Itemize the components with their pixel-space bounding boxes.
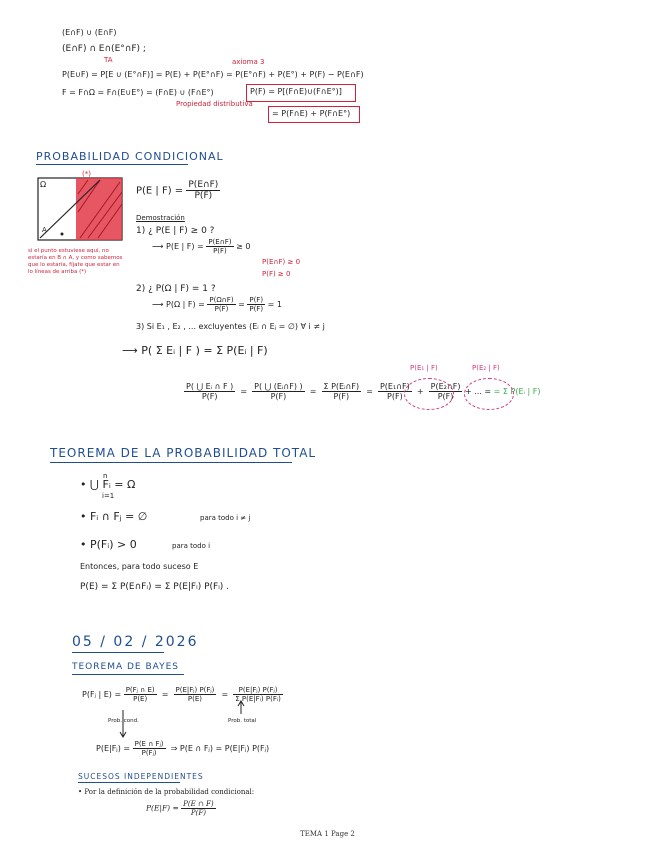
cond-def-num: P(E∩F) [188, 180, 219, 190]
bubble-2-ring [464, 378, 514, 410]
page-footer: TEMA 1 Page 2 [300, 830, 355, 838]
bayes-f1-num: P(Fⱼ ∩ E) [125, 686, 155, 694]
total-bullet-3-note: para todo i [172, 542, 211, 550]
box-pf-result [268, 106, 360, 123]
total-bullet-2-note: para todo i ≠ j [200, 514, 251, 522]
date-underline [72, 652, 164, 653]
indep-formula-den: P(F) [190, 809, 206, 817]
indep-heading-underline [78, 782, 180, 783]
step2b-mid-num: P(F) [249, 296, 264, 304]
step2: 2) ¿ P(Ω | F) = 1 ? [136, 284, 216, 294]
cond-diagram [36, 172, 126, 244]
total-bullet-1-sub: i=1 [102, 492, 115, 500]
step1b-num: P(E∩F) [208, 238, 232, 246]
note-a: P(E∩F) ≥ 0 [262, 258, 301, 266]
a-label: A [42, 226, 47, 234]
step1b-tail: ≥ 0 [236, 242, 251, 251]
step1b-lhs: ⟶ P(E | F) = [152, 242, 204, 251]
big-den-3: P(F) [333, 392, 350, 401]
omega-label: Ω [40, 180, 47, 189]
axiom-note: axioma 3 [232, 58, 265, 66]
top-line-2: P(E∪F) = P[E ∪ (E°∩F)] = P(E) + P(E°∩F) = P(E°∩F) + P(E°) + P(F) − P(E∩F) [62, 70, 364, 79]
total-formula: P(E) = Σ P(E∩Fᵢ) = Σ P(E|Fᵢ) P(Fᵢ) . [80, 582, 230, 592]
indep-formula [146, 800, 216, 817]
total-bullet-3: • P(Fᵢ) > 0 [80, 538, 137, 551]
step2b: ⟶ P(Ω | F) = $\frac{P(\Omega\cap F)}{P(F)}$ = $\frac{P(F)}{P(F)}$ = 1 [152, 296, 282, 313]
total-bullet-2: • Fᵢ ∩ Fⱼ = ∅ [80, 510, 148, 523]
bayes-line2-num: P(E ∩ Fⱼ) [134, 740, 164, 748]
bubble-2-label: P(E₂ | F) [472, 364, 500, 372]
bayes-lhs: P(Fⱼ | E) = [82, 690, 122, 699]
big-num-4: P(E₁∩F) [379, 382, 410, 391]
top-line-3: F = F∩Ω = F∩(E∪E°) = (F∩E) ∪ (F∩E°) [62, 88, 214, 97]
bayes-f3-den: Σ P(E|Fᵢ) P(Fᵢ) [235, 695, 281, 703]
big-num-3: Σ P(Eᵢ∩F) [323, 382, 360, 391]
date-heading: 05 / 02 / 2026 [72, 634, 199, 650]
cond-heading: PROBABILIDAD CONDICIONAL [36, 150, 224, 163]
total-heading-underline [50, 462, 292, 463]
big-den-2: P(F) [270, 392, 287, 401]
indep-formula-num: P(E ∩ F) [183, 800, 214, 808]
bayes-heading-underline [72, 674, 184, 675]
step2b-tail: = 1 [267, 300, 282, 309]
cond-heading-underline [36, 164, 188, 165]
box-pf-result-text: = P(F∩E) + P(F∩E°) [272, 109, 351, 118]
bayes-f1-den: P(E) [133, 695, 148, 703]
step1b [152, 238, 250, 255]
indep-formula-lhs: P(E|F) = [146, 803, 179, 813]
step2b-num: P(Ω∩F) [209, 296, 234, 304]
bayes-f2-num: P(E|Fⱼ) P(Fⱼ) [175, 686, 215, 694]
bayes-line2-den: P(Fⱼ) [141, 749, 157, 757]
star-label: (*) [82, 170, 91, 178]
top-line-1-note: TA [104, 56, 113, 64]
note-b: P(F) ≥ 0 [262, 270, 291, 278]
big-num-5: P(E₂∩F) [430, 382, 461, 391]
top-line-0: (E∩F) ∪ (E∩F) [62, 28, 117, 37]
indep-heading: SUCESOS INDEPENDIENTES [78, 772, 204, 781]
big-frac-chain: $\frac{\text{P( ⋃ Eᵢ ∩ F )}}{P(F)}$ = $\frac{\text{P( ⋃ (Eᵢ∩F) )}}{P(F)}$ = $\frac{\text{Σ P(Eᵢ∩F)}}{P(F)}$ = $\frac{\text{P(E₁∩F)}}{P(F)}$ + $\frac{\text{P(E₂∩F)}}{P(F)}$ + ... = = Σ P(Eᵢ | F) [186, 382, 541, 401]
big-num-2: P( ⋃ (Eᵢ∩F) ) [254, 382, 303, 391]
dots: + ... = [465, 387, 492, 396]
bayes-line-2 [96, 740, 269, 757]
box-pf-text: P(F) = P[(F∩E)∪(F∩E°)] [250, 87, 342, 96]
green-tail: = Σ P(Eᵢ | F) [493, 387, 541, 396]
bayes-f2-den: P(E) [187, 695, 202, 703]
step2b-mid-den: P(F) [249, 305, 264, 313]
note-prob-total: Prob. total [228, 718, 257, 724]
big-num-1: P( ⋃ Eᵢ ∩ F ) [186, 382, 234, 391]
prop-note: Propiedad distributiva [176, 100, 253, 108]
box-pf [246, 84, 356, 102]
cond-def [136, 180, 220, 201]
demo-label: Demostración [136, 214, 185, 222]
bubble-1-label: P(E₁ | F) [410, 364, 438, 372]
step1b-den: P(F) [213, 247, 227, 255]
total-bullet-1: • ⋃ Fᵢ = Ω [80, 478, 136, 491]
bayes-heading: TEOREMA DE BAYES [72, 662, 179, 672]
big-den-5: P(F) [437, 392, 454, 401]
step2b-lhs: ⟶ P(Ω | F) = [152, 300, 205, 309]
big-den-1: P(F) [201, 392, 218, 401]
total-heading: TEOREMA DE LA PROBABILIDAD TOTAL [50, 446, 317, 460]
cond-def-den: P(F) [194, 191, 213, 201]
indep-bullet: • Por la definición de la probabilidad condicional: [78, 788, 255, 796]
sum-line: ⟶ P( Σ Eᵢ | F ) = Σ P(Eᵢ | F) [122, 344, 268, 357]
note-prob-cond: Prob. cond. [108, 718, 139, 724]
bayes-line2-lhs: P(E|Fⱼ) = [96, 744, 131, 753]
point [61, 233, 64, 236]
arrow-total [236, 700, 246, 716]
step2b-den: P(F) [214, 305, 229, 313]
bayes-formula: P(Fⱼ | E) = $\frac{\text{P(Fⱼ ∩ E)}}{P(E)}$ = $\frac{\text{P(E|Fⱼ) P(Fⱼ)}}{P(E)}$ = $\frac{\text{P(E|Fⱼ) P(Fⱼ)}}{\text{Σ P(E|Fᵢ) P(Fᵢ)}}$ [82, 686, 281, 703]
total-then: Entonces, para todo suceso E [80, 562, 199, 571]
side-note: si el punto estuviese aquí, no estaría en B ∩ A, y como sabemos que lo estaría, fíjate que estar en lo líneas de arriba (*) [28, 248, 123, 275]
big-den-4: P(F) [387, 392, 403, 401]
total-bullet-1-sup: n [103, 472, 108, 480]
step1: 1) ¿ P(E | F) ≥ 0 ? [136, 226, 215, 236]
bayes-line2-tail: ⇒ P(E ∩ Fⱼ) = P(E|Fⱼ) P(Fⱼ) [170, 744, 270, 753]
bayes-f3-num: P(E|Fⱼ) P(Fⱼ) [233, 686, 283, 695]
top-line-1: (E∩F) ∩ E∩(E°∩F) ; [62, 44, 146, 54]
step3: 3) Si E₁ , E₂ , ... excluyentes (Eᵢ ∩ Eⱼ = ∅) ∀ i ≠ j [136, 322, 325, 331]
cond-def-lhs: P(E | F) = [136, 185, 184, 197]
bubble-1-ring [404, 378, 454, 410]
